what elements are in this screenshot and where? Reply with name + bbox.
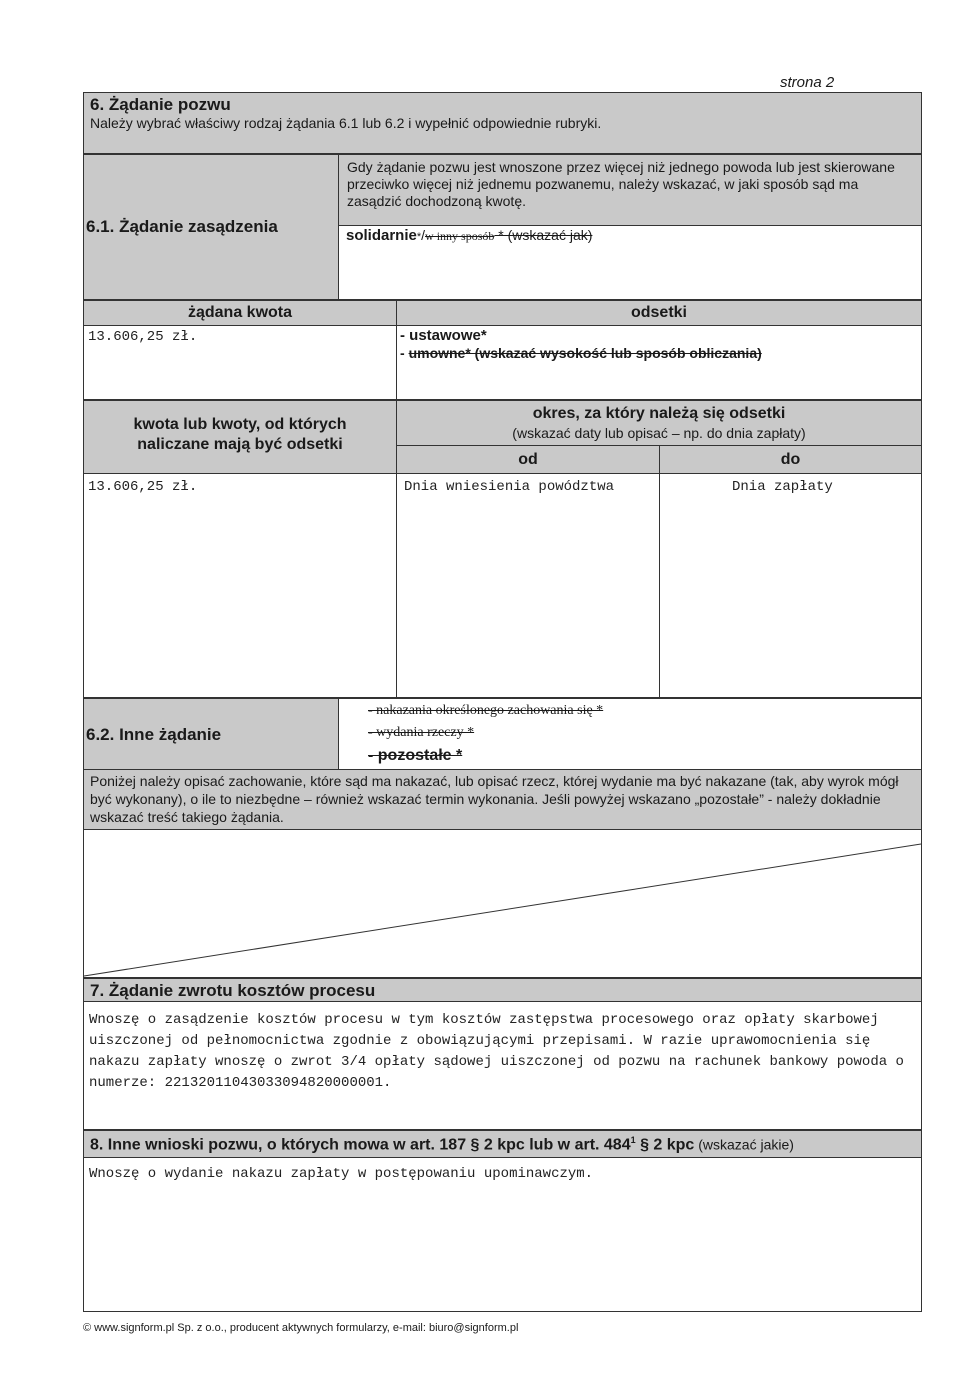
section-6-1-instructions-cell xyxy=(339,155,921,226)
section-6-header xyxy=(83,92,922,154)
inny-sposob-option[interactable]: w inny sposób xyxy=(425,229,495,243)
okres-header-sub: (wskazać daty lub opisać – np. do dnia zapłaty) xyxy=(512,425,806,441)
pozostale-option[interactable]: - pozostałe * xyxy=(368,747,463,764)
odsetki-header: odsetki xyxy=(630,304,687,321)
section-6-1-label-cell xyxy=(84,155,339,299)
section-6-2 xyxy=(83,698,922,770)
page-number: strona 2 xyxy=(780,74,835,91)
okres-header: okres, za który należą się odsetki xyxy=(532,405,786,422)
section-8-text: Wnoszę o wydanie nakazu zapłaty w postępowaniu upominawczym. xyxy=(89,1166,594,1182)
kwota-value[interactable]: 13.606,25 zł. xyxy=(88,329,198,345)
okres-block xyxy=(83,400,922,698)
ustawowe-option[interactable]: - ustawowe* xyxy=(400,327,487,344)
kwota-odsetki-header: kwota lub kwoty, od których naliczane mają być odsetki xyxy=(133,416,347,453)
section-7-header xyxy=(83,978,922,1002)
kwota-odsetki-header-cell xyxy=(84,401,397,474)
wydania-rzeczy-option[interactable]: - wydania rzeczy * xyxy=(368,725,475,740)
section-6-2-description-cell xyxy=(83,770,922,830)
kwota-header-cell xyxy=(84,301,397,326)
section-6-subtitle: Należy wybrać właściwy rodzaj żądania 6.1 lub 6.2 i wypełnić odpowiednie rubryki. xyxy=(90,115,602,131)
okres-header-cell xyxy=(397,401,921,474)
section-6-2-description: Poniżej należy opisać zachowanie, które sąd ma nakazać, lub opisać rzecz, której wydanie ma być nakazane (tak, aby wyrok mógł być wykonany), o ile to niezbędne – również wskazać termin wykonania. Jeśli powyżej wskazano „pozostałe” - należy dokładnie wskazać treść takiego żądania. xyxy=(90,773,899,825)
section-6-1-label: 6.1. Żądanie zasądzenia xyxy=(86,217,278,236)
footer: © www.signform.pl Sp. z o.o., producent aktywnych formularzy, e-mail: biuro@signform.pl xyxy=(83,1322,519,1334)
nakazania-option[interactable]: - nakazania określonego zachowania się * xyxy=(368,703,604,718)
section-8-content[interactable] xyxy=(83,1158,922,1312)
section-6-1-instructions: Gdy żądanie pozwu jest wnoszone przez więcej niż jednego powoda lub jest skierowane przeciwko więcej niż jednemu pozwanemu, należy wskazać, w jaki sposób sąd ma zasądzić dochodzoną kwotę. xyxy=(347,159,895,209)
section-8-header xyxy=(83,1130,922,1158)
section-7-title: 7. Żądanie zwrotu kosztów procesu xyxy=(90,981,376,1000)
do-label: do xyxy=(780,451,801,468)
section-6-1-options: solidarnie*/w inny sposób * (wskazać jak) xyxy=(346,227,593,244)
section-6-title: 6. Żądanie pozwu xyxy=(90,95,231,114)
kwota-header: żądana kwota xyxy=(187,304,293,321)
cancel-strike-line xyxy=(84,830,923,978)
okres-do-value[interactable]: Dnia zapłaty xyxy=(732,479,833,495)
section-7-content[interactable] xyxy=(83,1002,922,1130)
section-7-text: Wnoszę o zasądzenie kosztów procesu w tym kosztów zastępstwa procesowego oraz opłaty skarbowej uiszczonej od pełnomocnictwa zgodnie z obowiązującymi przepisami. W razie uprawomocnienia się nakazu zapłaty wnoszę o zwrot 3/4 opłaty sądowej uiszczonej od pozwu na rachunek bankowy powoda o numerze: 22132011043033094820000001. xyxy=(89,1012,904,1091)
od-label: od xyxy=(518,451,538,468)
section-6-2-label-cell xyxy=(84,699,339,769)
section-6-1 xyxy=(83,154,922,300)
okres-kwota-value[interactable]: 13.606,25 zł. xyxy=(88,479,198,495)
kwota-odsetki-block xyxy=(83,300,922,400)
umowne-option[interactable]: - umowne* (wskazać wysokość lub sposób obliczania) xyxy=(400,345,762,361)
section-8-title: 8. Inne wnioski pozwu, o których mowa w art. 187 § 2 kpc lub w art. $484^1$ § 2 kpc (wskazać jakie) xyxy=(90,1135,794,1154)
section-6-2-content-area[interactable] xyxy=(83,830,922,978)
solidarnie-option[interactable]: solidarnie xyxy=(346,227,417,244)
okres-od-value[interactable]: Dnia wniesienia powództwa xyxy=(404,479,615,495)
odsetki-header-cell xyxy=(397,301,921,326)
section-6-2-label: 6.2. Inne żądanie xyxy=(86,725,222,744)
